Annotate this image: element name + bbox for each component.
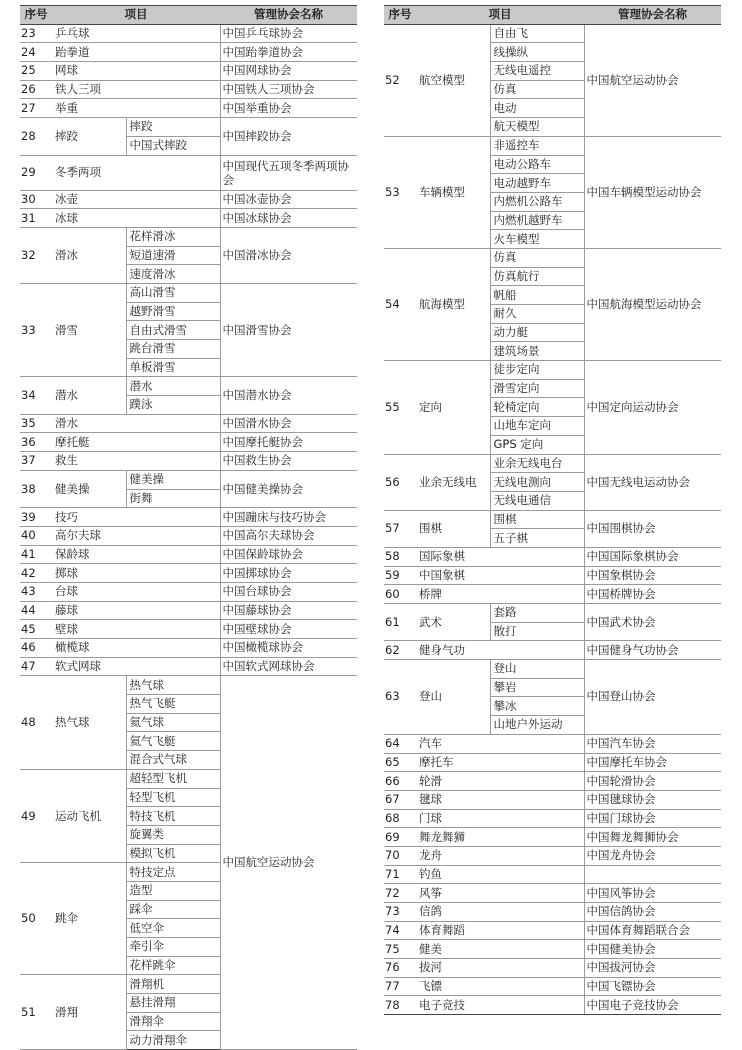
sub-item: 攀岩 [490, 678, 584, 697]
item-name: 飞镖 [416, 977, 584, 996]
table-row [384, 510, 721, 529]
sub-item: 造型 [126, 881, 220, 900]
row-number: 74 [384, 921, 416, 940]
association-name: 中国蹦床与技巧协会 [220, 508, 357, 527]
association-name: 中国铁人三项协会 [220, 80, 357, 99]
association-name: 中国电子竞技协会 [584, 996, 721, 1015]
sub-item: 山地户外运动 [490, 716, 584, 735]
item-name: 藤球 [52, 601, 220, 620]
sub-item: 滑雪定向 [490, 379, 584, 398]
association-name: 中国高尔夫球协会 [220, 526, 357, 545]
table-row [384, 604, 721, 623]
sub-item: 内燃机公路车 [490, 192, 584, 211]
table-row [20, 62, 357, 81]
row-number: 38 [20, 470, 52, 507]
sub-item: 超轻型飞机 [126, 769, 220, 788]
table-row [20, 43, 357, 62]
item-name: 围棋 [416, 510, 490, 547]
association-name: 中国滑雪协会 [220, 283, 357, 376]
item-name: 滑水 [52, 414, 220, 433]
table-row [384, 547, 721, 566]
row-number: 37 [20, 452, 52, 471]
item-name: 冰壶 [52, 190, 220, 209]
association-name: 中国风筝协会 [584, 884, 721, 903]
table-row [384, 977, 721, 996]
item-name: 健身气功 [416, 641, 584, 660]
table-row [20, 452, 357, 471]
sub-item: 仿真 [490, 80, 584, 99]
sub-item: 花样跳伞 [126, 956, 220, 975]
sub-item: 耐久 [490, 305, 584, 324]
association-name: 中国登山协会 [584, 660, 721, 735]
item-name: 定向 [416, 361, 490, 454]
table-row [384, 641, 721, 660]
sub-item: 跳台滑雪 [126, 340, 220, 359]
table-row [20, 99, 357, 118]
table-row [20, 190, 357, 209]
sub-item: 轮椅定向 [490, 398, 584, 417]
association-name: 中国现代五项冬季两项协会 [220, 155, 357, 190]
table-row [384, 846, 721, 865]
sports-association-table-right [384, 5, 721, 1015]
sub-item: 动力滑翔伞 [126, 1031, 220, 1050]
table-row [384, 361, 721, 380]
table-row [20, 657, 357, 676]
item-name: 壁球 [52, 620, 220, 639]
association-name: 中国网球协会 [220, 62, 357, 81]
sub-item: 花样滑冰 [126, 227, 220, 246]
sub-item: 围棋 [490, 510, 584, 529]
sub-item: 氦气飞艇 [126, 732, 220, 751]
sub-item: 无线电遥控 [490, 62, 584, 81]
sub-item: 街舞 [126, 489, 220, 508]
row-number: 43 [20, 582, 52, 601]
sub-item: 速度滑冰 [126, 265, 220, 284]
sub-item: 内燃机越野车 [490, 211, 584, 230]
item-name: 健美操 [52, 470, 126, 507]
table-row [384, 734, 721, 753]
association-name: 中国健美操协会 [220, 470, 357, 507]
association-name: 中国滑水协会 [220, 414, 357, 433]
item-name: 毽球 [416, 790, 584, 809]
sub-item: 高山滑雪 [126, 283, 220, 302]
association-name: 中国乒乓球协会 [220, 24, 357, 43]
row-number: 28 [20, 118, 52, 155]
table-row [384, 24, 721, 43]
table-row [20, 80, 357, 99]
association-name: 中国举重协会 [220, 99, 357, 118]
table-row [384, 809, 721, 828]
association-name: 中国航海模型运动协会 [584, 248, 721, 360]
row-number: 49 [20, 769, 52, 862]
row-number: 72 [384, 884, 416, 903]
row-number: 70 [384, 846, 416, 865]
table-header-row [384, 6, 721, 25]
table-row [20, 227, 357, 246]
sub-item: 越野滑雪 [126, 302, 220, 321]
sub-item: 线操纵 [490, 43, 584, 62]
row-number: 63 [384, 660, 416, 735]
row-number: 41 [20, 545, 52, 564]
sub-item: 散打 [490, 622, 584, 641]
row-number: 53 [384, 136, 416, 248]
table-row [384, 903, 721, 922]
sub-item: 电动 [490, 99, 584, 118]
association-name: 中国信鸽协会 [584, 903, 721, 922]
sub-item: 徒步定向 [490, 361, 584, 380]
row-number: 25 [20, 62, 52, 81]
row-number: 48 [20, 676, 52, 769]
header-association: 管理协会名称 [220, 6, 357, 25]
item-name: 桥牌 [416, 585, 584, 604]
association-name: 中国门球协会 [584, 809, 721, 828]
sub-item: 攀冰 [490, 697, 584, 716]
association-name: 中国冰壶协会 [220, 190, 357, 209]
sub-item: 踩伞 [126, 900, 220, 919]
row-number: 45 [20, 620, 52, 639]
association-name: 中国健美协会 [584, 940, 721, 959]
item-name: 拔河 [416, 959, 584, 978]
sub-item: 航天模型 [490, 118, 584, 137]
item-name: 体育舞蹈 [416, 921, 584, 940]
sub-item: 健美操 [126, 470, 220, 489]
association-name: 中国台球协会 [220, 582, 357, 601]
table-row [384, 753, 721, 772]
sub-item: 低空伞 [126, 919, 220, 938]
association-name: 中国桥牌协会 [584, 585, 721, 604]
row-number: 50 [20, 863, 52, 975]
association-name: 中国摔跤协会 [220, 118, 357, 155]
sub-item: 火车模型 [490, 230, 584, 249]
table-row [384, 248, 721, 267]
association-name: 中国象棋协会 [584, 566, 721, 585]
association-name: 中国滑冰协会 [220, 227, 357, 283]
header-item: 项目 [416, 6, 584, 25]
item-name: 冬季两项 [52, 155, 220, 190]
table-row [20, 470, 357, 489]
sub-item: 混合式气球 [126, 751, 220, 770]
row-number: 35 [20, 414, 52, 433]
sub-item: 滑翔伞 [126, 1012, 220, 1031]
sub-item: 非遥控车 [490, 136, 584, 155]
association-name: 中国定向运动协会 [584, 361, 721, 454]
association-name: 中国拔河协会 [584, 959, 721, 978]
sub-item: 电动公路车 [490, 155, 584, 174]
item-name: 龙舟 [416, 846, 584, 865]
sub-item: 热气飞艇 [126, 695, 220, 714]
item-name: 电子竞技 [416, 996, 584, 1015]
association-name: 中国健身气功协会 [584, 641, 721, 660]
table-row [20, 155, 357, 190]
row-number: 68 [384, 809, 416, 828]
item-name: 滑冰 [52, 227, 126, 283]
association-name: 中国围棋协会 [584, 510, 721, 547]
table-row [384, 454, 721, 473]
sports-association-table-left [20, 5, 357, 1050]
row-number: 26 [20, 80, 52, 99]
sub-item: 潜水 [126, 377, 220, 396]
item-name: 高尔夫球 [52, 526, 220, 545]
sub-item: 电动越野车 [490, 174, 584, 193]
sub-item: 仿真航行 [490, 267, 584, 286]
sub-item: 氦气球 [126, 713, 220, 732]
association-name: 中国航空运动协会 [220, 676, 357, 1050]
item-name: 汽车 [416, 734, 584, 753]
row-number: 32 [20, 227, 52, 283]
row-number: 78 [384, 996, 416, 1015]
item-name: 技巧 [52, 508, 220, 527]
row-number: 47 [20, 657, 52, 676]
table-row [20, 433, 357, 452]
association-name: 中国橄榄球协会 [220, 639, 357, 658]
sub-item: 悬挂滑翔 [126, 994, 220, 1013]
sub-item: 登山 [490, 660, 584, 679]
item-name: 国际象棋 [416, 547, 584, 566]
row-number: 73 [384, 903, 416, 922]
association-name: 中国国际象棋协会 [584, 547, 721, 566]
table-row [384, 566, 721, 585]
sub-item: 摔跤 [126, 118, 220, 137]
sub-item: 单板滑雪 [126, 358, 220, 377]
row-number: 44 [20, 601, 52, 620]
association-name: 中国潜水协会 [220, 377, 357, 414]
header-association: 管理协会名称 [584, 6, 721, 25]
row-number: 69 [384, 828, 416, 847]
association-name: 中国舞龙舞狮协会 [584, 828, 721, 847]
header-number: 序号 [20, 6, 52, 25]
association-name: 中国掷球协会 [220, 564, 357, 583]
item-name: 信鸽 [416, 903, 584, 922]
item-name: 航海模型 [416, 248, 490, 360]
row-number: 65 [384, 753, 416, 772]
item-name: 轮滑 [416, 772, 584, 791]
sub-item: 蹼泳 [126, 396, 220, 415]
item-name: 摔跤 [52, 118, 126, 155]
table-row [20, 414, 357, 433]
table-row [20, 377, 357, 396]
table-header-row [20, 6, 357, 25]
row-number: 77 [384, 977, 416, 996]
item-name: 中国象棋 [416, 566, 584, 585]
sub-item: 特技飞机 [126, 807, 220, 826]
association-name: 中国航空运动协会 [584, 24, 721, 136]
row-number: 40 [20, 526, 52, 545]
association-name: 中国软式网球协会 [220, 657, 357, 676]
association-name [584, 865, 721, 884]
row-number: 61 [384, 604, 416, 641]
sub-item: 建筑场景 [490, 342, 584, 361]
association-name: 中国无线电运动协会 [584, 454, 721, 510]
row-number: 36 [20, 433, 52, 452]
item-name: 橄榄球 [52, 639, 220, 658]
row-number: 27 [20, 99, 52, 118]
item-name: 摩托艇 [52, 433, 220, 452]
association-name: 中国毽球协会 [584, 790, 721, 809]
sub-item: GPS 定向 [490, 435, 584, 454]
table-row [384, 996, 721, 1015]
row-number: 66 [384, 772, 416, 791]
association-name: 中国车辆模型运动协会 [584, 136, 721, 248]
sub-item: 特技定点 [126, 863, 220, 882]
table-row [384, 790, 721, 809]
sub-item: 模拟飞机 [126, 844, 220, 863]
sub-item: 自由式滑雪 [126, 321, 220, 340]
table-row [20, 526, 357, 545]
table-row [20, 209, 357, 228]
sub-item: 仿真 [490, 248, 584, 267]
table-row [384, 921, 721, 940]
row-number: 58 [384, 547, 416, 566]
item-name: 网球 [52, 62, 220, 81]
association-name: 中国龙舟协会 [584, 846, 721, 865]
row-number: 29 [20, 155, 52, 190]
item-name: 车辆模型 [416, 136, 490, 248]
sub-item: 滑翔机 [126, 975, 220, 994]
row-number: 23 [20, 24, 52, 43]
sub-item: 套路 [490, 604, 584, 623]
sub-item: 旋翼类 [126, 825, 220, 844]
association-name: 中国保龄球协会 [220, 545, 357, 564]
row-number: 64 [384, 734, 416, 753]
table-row [384, 585, 721, 604]
table-row [384, 660, 721, 679]
row-number: 30 [20, 190, 52, 209]
table-row [20, 639, 357, 658]
row-number: 34 [20, 377, 52, 414]
row-number: 24 [20, 43, 52, 62]
table-row [20, 601, 357, 620]
table-row [384, 865, 721, 884]
sub-item: 自由飞 [490, 24, 584, 43]
table-row [20, 620, 357, 639]
table-row [20, 283, 357, 302]
item-name: 掷球 [52, 564, 220, 583]
item-name: 登山 [416, 660, 490, 735]
row-number: 33 [20, 283, 52, 376]
item-name: 钓鱼 [416, 865, 584, 884]
row-number: 54 [384, 248, 416, 360]
item-name: 舞龙舞狮 [416, 828, 584, 847]
row-number: 55 [384, 361, 416, 454]
sub-item: 中国式摔跤 [126, 136, 220, 155]
sub-item: 业余无线电台 [490, 454, 584, 473]
association-name: 中国救生协会 [220, 452, 357, 471]
association-name: 中国壁球协会 [220, 620, 357, 639]
item-name: 滑雪 [52, 283, 126, 376]
item-name: 铁人三项 [52, 80, 220, 99]
row-number: 56 [384, 454, 416, 510]
association-name: 中国藤球协会 [220, 601, 357, 620]
association-name: 中国轮滑协会 [584, 772, 721, 791]
item-name: 滑翔 [52, 975, 126, 1050]
sub-item: 热气球 [126, 676, 220, 695]
table-row [20, 508, 357, 527]
row-number: 67 [384, 790, 416, 809]
table-row [20, 24, 357, 43]
sub-item: 轻型飞机 [126, 788, 220, 807]
item-name: 冰球 [52, 209, 220, 228]
row-number: 62 [384, 641, 416, 660]
item-name: 航空模型 [416, 24, 490, 136]
table-row [384, 772, 721, 791]
sub-item: 无线电测向 [490, 473, 584, 492]
item-name: 武术 [416, 604, 490, 641]
sub-item: 短道速滑 [126, 246, 220, 265]
item-name: 乒乓球 [52, 24, 220, 43]
association-name: 中国飞镖协会 [584, 977, 721, 996]
row-number: 57 [384, 510, 416, 547]
sub-item: 牵引伞 [126, 938, 220, 957]
row-number: 42 [20, 564, 52, 583]
row-number: 46 [20, 639, 52, 658]
association-name: 中国摩托艇协会 [220, 433, 357, 452]
item-name: 跆拳道 [52, 43, 220, 62]
item-name: 软式网球 [52, 657, 220, 676]
table-row [20, 676, 357, 695]
table-row [20, 564, 357, 583]
table-row [384, 940, 721, 959]
row-number: 76 [384, 959, 416, 978]
sub-item: 五子棋 [490, 529, 584, 548]
table-row [384, 136, 721, 155]
row-number: 60 [384, 585, 416, 604]
sub-item: 无线电通信 [490, 491, 584, 510]
header-number: 序号 [384, 6, 416, 25]
association-name: 中国体育舞蹈联合会 [584, 921, 721, 940]
table-row [384, 884, 721, 903]
table-row [384, 828, 721, 847]
item-name: 健美 [416, 940, 584, 959]
association-name: 中国汽车协会 [584, 734, 721, 753]
item-name: 跳伞 [52, 863, 126, 975]
row-number: 75 [384, 940, 416, 959]
table-row [20, 582, 357, 601]
item-name: 摩托车 [416, 753, 584, 772]
item-name: 运动飞机 [52, 769, 126, 862]
header-item: 项目 [52, 6, 220, 25]
table-row [20, 118, 357, 137]
item-name: 业余无线电 [416, 454, 490, 510]
table-row [20, 545, 357, 564]
item-name: 热气球 [52, 676, 126, 769]
item-name: 台球 [52, 582, 220, 601]
row-number: 51 [20, 975, 52, 1050]
association-name: 中国跆拳道协会 [220, 43, 357, 62]
row-number: 31 [20, 209, 52, 228]
row-number: 39 [20, 508, 52, 527]
item-name: 保龄球 [52, 545, 220, 564]
row-number: 71 [384, 865, 416, 884]
table-row [384, 959, 721, 978]
association-name: 中国摩托车协会 [584, 753, 721, 772]
row-number: 59 [384, 566, 416, 585]
association-name: 中国武术协会 [584, 604, 721, 641]
item-name: 举重 [52, 99, 220, 118]
item-name: 救生 [52, 452, 220, 471]
association-name: 中国冰球协会 [220, 209, 357, 228]
item-name: 门球 [416, 809, 584, 828]
sub-item: 山地车定向 [490, 417, 584, 436]
sub-item: 动力艇 [490, 323, 584, 342]
item-name: 风筝 [416, 884, 584, 903]
item-name: 潜水 [52, 377, 126, 414]
row-number: 52 [384, 24, 416, 136]
sub-item: 帆船 [490, 286, 584, 305]
